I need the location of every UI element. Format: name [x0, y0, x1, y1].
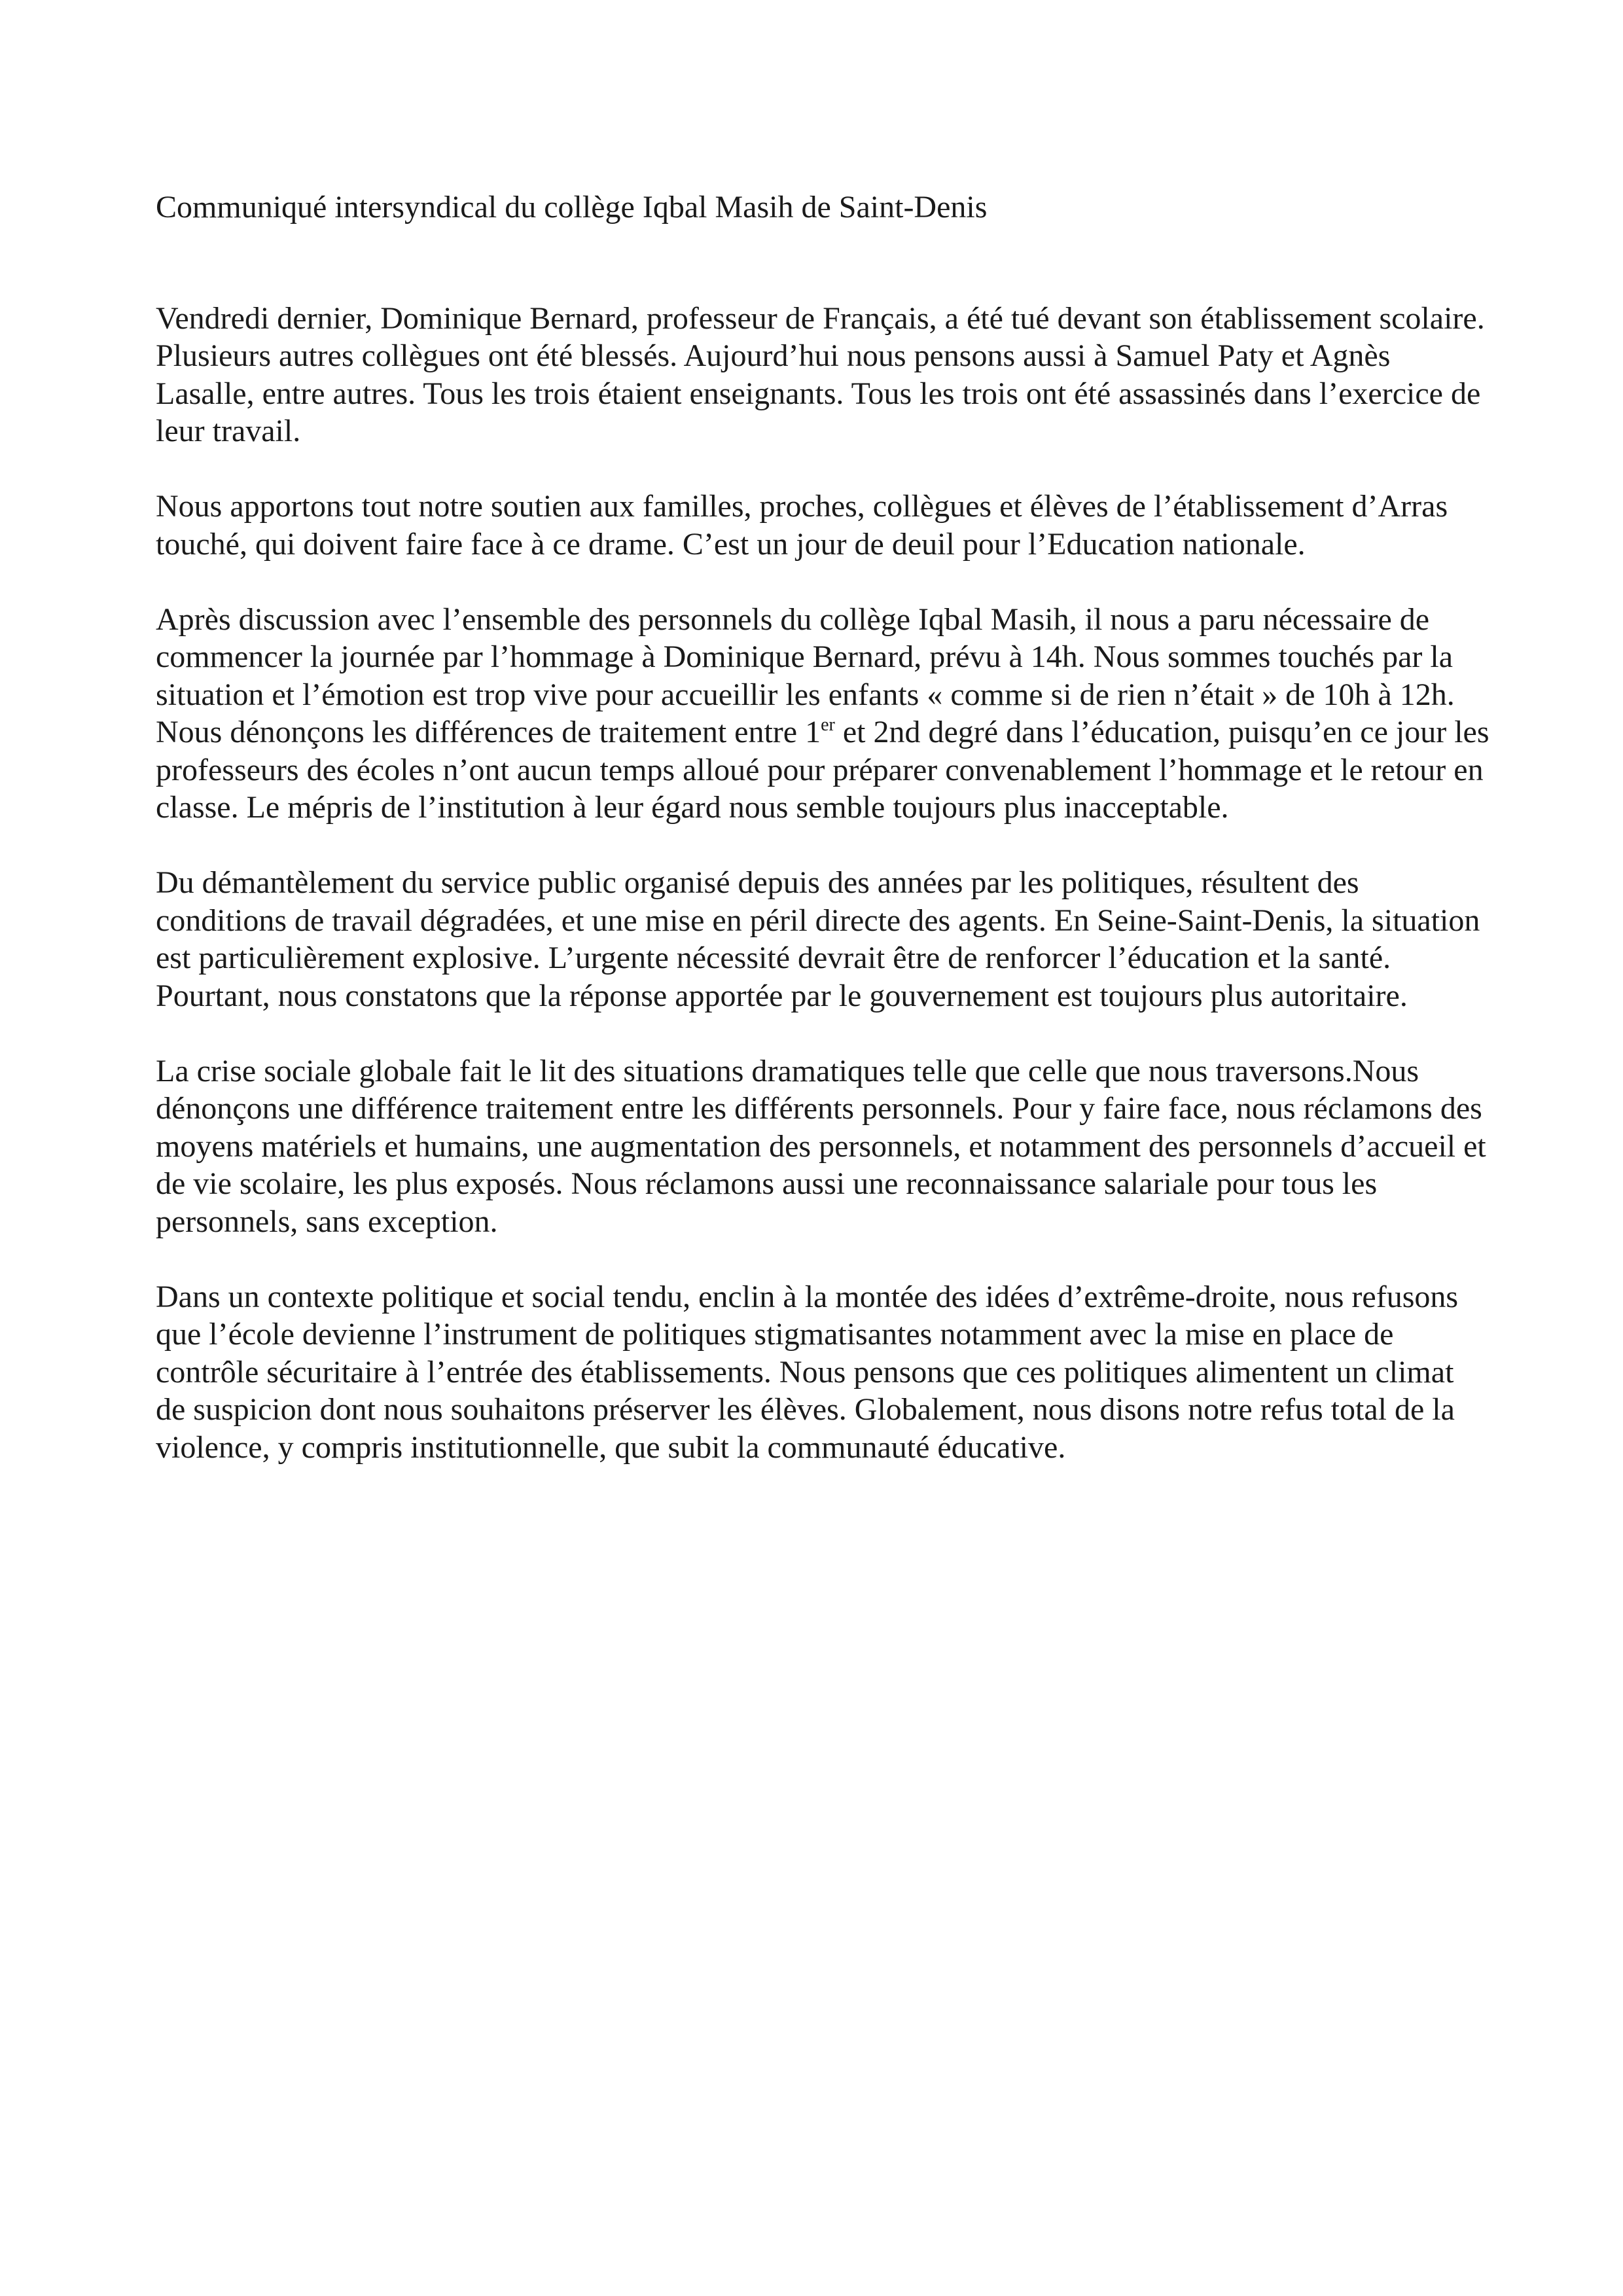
paragraph-3 — [156, 601, 1491, 827]
document-title: Communiqué intersyndical du collège Iqbal Masih de Saint-Denis — [156, 190, 988, 224]
paragraph-4: Du démantèlement du service public organisé depuis des années par les politiques, résultent des conditions de travail dégradées, et une mise en péril directe des agents. En Seine-Saint-Denis, la situation est particulièrement explosive. L’urgente nécessité devrait être de renforcer l’éducation et la santé. Pourtant, nous constatons que la réponse apportée par le gouvernement est toujours plus autoritaire. — [156, 865, 1480, 1013]
paragraph-6: Dans un contexte politique et social tendu, enclin à la montée des idées d’extrême-droite, nous refusons que l’école devienne l’instrument de politiques stigmatisantes notamment avec la mise en place de contrôle sécuritaire à l’entrée des établissements. Nous pensons que ces politiques alimentent un climat de suspicion dont nous souhaitons préserver les élèves. Globalement, nous disons notre refus total de la violence, y compris institutionnelle, que subit la communauté éducative. — [156, 1279, 1459, 1465]
document-body — [156, 188, 1491, 1504]
paragraph-3-text-start: Après discussion avec l’ensemble des personnels du collège Iqbal Masih, il nous a paru nécessaire de commencer la journée par l’hommage à Dominique Bernard, prévu à 14h. Nous sommes touchés par la situation et l’émotion est trop vive pour accueillir les enfants « comme si de rien n’était » de 10h à 12h. Nous dénonçons les différences de traitement entre 1 — [156, 601, 1455, 749]
paragraph-3-text-end: et 2nd degré dans l’éducation, puisqu’en ce jour les professeurs des écoles n’ont aucun temps alloué pour préparer convenablement l’hommage et le retour en classe. Le mépris de l’institution à leur égard nous semble toujours plus inacceptable. — [156, 715, 1489, 825]
ordinal-superscript: er — [821, 715, 835, 735]
paragraph-5: La crise sociale globale fait le lit des situations dramatiques telle que celle que nous traversons.Nous dénonçons une différence traitement entre les différents personnels. Pour y faire face, nous réclamons des moyens matériels et humains, une augmentation des personnels, et notamment des personnels d’accueil et de vie scolaire, les plus exposés. Nous réclamons aussi une reconnaissance salariale pour tous les personnels, sans exception. — [156, 1053, 1486, 1239]
paragraph-1: Vendredi dernier, Dominique Bernard, professeur de Français, a été tué devant son établissement scolaire. Plusieurs autres collègues ont été blessés. Aujourd’hui nous pensons aussi à Samuel Paty et Agnès Lasalle, entre autres. Tous les trois étaient enseignants. Tous les trois ont été assassinés dans l’exercice de leur travail. — [156, 300, 1485, 448]
paragraph-2: Nous apportons tout notre soutien aux familles, proches, collègues et élèves de l’établissement d’Arras touché, qui doivent faire face à ce drame. C’est un jour de deuil pour l’Education nationale. — [156, 489, 1448, 562]
